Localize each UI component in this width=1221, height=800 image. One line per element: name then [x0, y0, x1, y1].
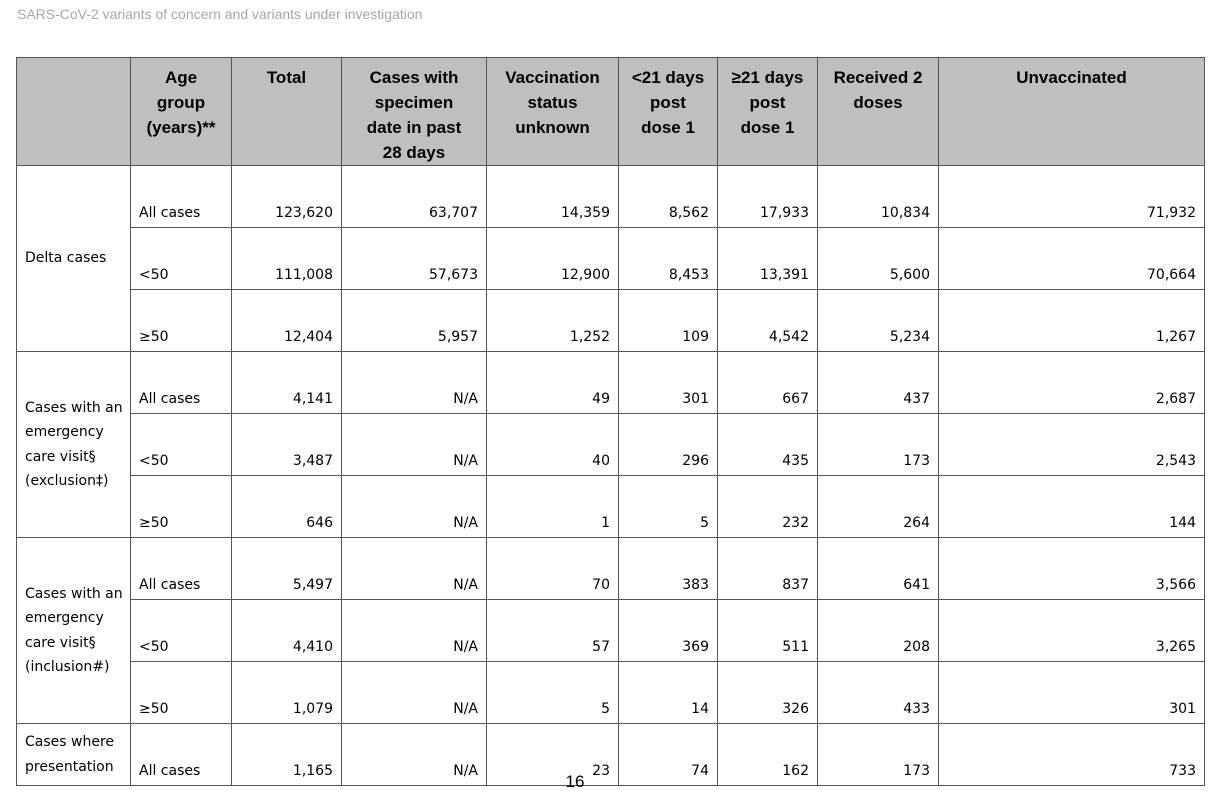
unvaccinated-cell: 2,687 — [939, 352, 1205, 414]
21-days-plus-cell: 17,933 — [718, 166, 818, 228]
vaccination-unknown-cell: 57 — [487, 600, 619, 662]
under-21-days-cell: 369 — [619, 600, 718, 662]
vaccination-unknown-cell: 23 — [487, 724, 619, 786]
total-cell: 3,487 — [232, 414, 342, 476]
21-days-plus-cell: 435 — [718, 414, 818, 476]
vaccination-unknown-cell: 5 — [487, 662, 619, 724]
recent-cases-cell: 57,673 — [342, 228, 487, 290]
vaccination-unknown-cell: 70 — [487, 538, 619, 600]
page-number: 16 — [565, 772, 585, 791]
unvaccinated-cell: 1,267 — [939, 290, 1205, 352]
table-header-row — [17, 58, 1205, 166]
21-days-plus-cell: 162 — [718, 724, 818, 786]
column-header-total: Total — [232, 58, 342, 166]
table-row — [17, 600, 1205, 662]
table-body — [17, 166, 1205, 786]
21-days-plus-cell: 667 — [718, 352, 818, 414]
age-group-cell: <50 — [131, 600, 232, 662]
recent-cases-cell: N/A — [342, 476, 487, 538]
under-21-days-cell: 383 — [619, 538, 718, 600]
unvaccinated-cell: 3,566 — [939, 538, 1205, 600]
two-doses-cell: 173 — [818, 724, 939, 786]
age-group-cell: <50 — [131, 228, 232, 290]
recent-cases-cell: N/A — [342, 600, 487, 662]
under-21-days-cell: 8,453 — [619, 228, 718, 290]
group-label: Delta cases — [17, 166, 131, 352]
vaccination-unknown-cell: 1 — [487, 476, 619, 538]
unvaccinated-cell: 70,664 — [939, 228, 1205, 290]
two-doses-cell: 208 — [818, 600, 939, 662]
total-cell: 646 — [232, 476, 342, 538]
vaccination-unknown-cell: 1,252 — [487, 290, 619, 352]
under-21-days-cell: 14 — [619, 662, 718, 724]
under-21-days-cell: 109 — [619, 290, 718, 352]
age-group-cell: ≥50 — [131, 476, 232, 538]
21-days-plus-cell: 511 — [718, 600, 818, 662]
recent-cases-cell: N/A — [342, 662, 487, 724]
two-doses-cell: 173 — [818, 414, 939, 476]
under-21-days-cell: 8,562 — [619, 166, 718, 228]
under-21-days-cell: 74 — [619, 724, 718, 786]
column-header-vaccination-unknown: Vaccination status unknown — [487, 58, 619, 166]
total-cell: 4,141 — [232, 352, 342, 414]
unvaccinated-cell: 733 — [939, 724, 1205, 786]
under-21-days-cell: 5 — [619, 476, 718, 538]
age-group-cell: All cases — [131, 352, 232, 414]
recent-cases-cell: 5,957 — [342, 290, 487, 352]
table-row — [17, 228, 1205, 290]
table-row — [17, 662, 1205, 724]
21-days-plus-cell: 13,391 — [718, 228, 818, 290]
age-group-cell: <50 — [131, 414, 232, 476]
recent-cases-cell: N/A — [342, 724, 487, 786]
running-header: SARS-CoV-2 variants of concern and variants under investigation — [17, 6, 423, 22]
group-label: Cases with an emergency care visit§ (exclusion‡) — [17, 352, 131, 538]
recent-cases-cell: N/A — [342, 352, 487, 414]
table-row — [17, 538, 1205, 600]
two-doses-cell: 433 — [818, 662, 939, 724]
table-row — [17, 166, 1205, 228]
recent-cases-cell: N/A — [342, 538, 487, 600]
two-doses-cell: 5,234 — [818, 290, 939, 352]
two-doses-cell: 641 — [818, 538, 939, 600]
vaccination-unknown-cell: 12,900 — [487, 228, 619, 290]
group-label: Cases where presentation — [17, 724, 131, 786]
vaccination-unknown-cell: 14,359 — [487, 166, 619, 228]
column-header-unvaccinated: Unvaccinated — [939, 58, 1205, 166]
total-cell: 123,620 — [232, 166, 342, 228]
total-cell: 111,008 — [232, 228, 342, 290]
two-doses-cell: 264 — [818, 476, 939, 538]
vaccination-unknown-cell: 40 — [487, 414, 619, 476]
recent-cases-cell: N/A — [342, 414, 487, 476]
table-row — [17, 290, 1205, 352]
age-group-cell: ≥50 — [131, 290, 232, 352]
unvaccinated-cell: 3,265 — [939, 600, 1205, 662]
under-21-days-cell: 296 — [619, 414, 718, 476]
age-group-cell: All cases — [131, 166, 232, 228]
column-header-two-doses: Received 2 doses — [818, 58, 939, 166]
vaccination-unknown-cell: 49 — [487, 352, 619, 414]
total-cell: 5,497 — [232, 538, 342, 600]
age-group-cell: All cases — [131, 724, 232, 786]
column-header-recent-cases: Cases with specimen date in past 28 days — [342, 58, 487, 166]
column-header-21-days-plus: ≥21 days post dose 1 — [718, 58, 818, 166]
two-doses-cell: 5,600 — [818, 228, 939, 290]
recent-cases-cell: 63,707 — [342, 166, 487, 228]
table-row — [17, 476, 1205, 538]
total-cell: 1,079 — [232, 662, 342, 724]
total-cell: 4,410 — [232, 600, 342, 662]
age-group-cell: ≥50 — [131, 662, 232, 724]
variants-table — [16, 57, 1205, 786]
two-doses-cell: 10,834 — [818, 166, 939, 228]
column-header-group — [17, 58, 131, 166]
unvaccinated-cell: 144 — [939, 476, 1205, 538]
two-doses-cell: 437 — [818, 352, 939, 414]
under-21-days-cell: 301 — [619, 352, 718, 414]
21-days-plus-cell: 232 — [718, 476, 818, 538]
table-row — [17, 414, 1205, 476]
age-group-cell: All cases — [131, 538, 232, 600]
unvaccinated-cell: 301 — [939, 662, 1205, 724]
unvaccinated-cell: 2,543 — [939, 414, 1205, 476]
column-header-under-21-days: <21 days post dose 1 — [619, 58, 718, 166]
21-days-plus-cell: 837 — [718, 538, 818, 600]
total-cell: 12,404 — [232, 290, 342, 352]
21-days-plus-cell: 326 — [718, 662, 818, 724]
group-label: Cases with an emergency care visit§ (inclusion#) — [17, 538, 131, 724]
21-days-plus-cell: 4,542 — [718, 290, 818, 352]
unvaccinated-cell: 71,932 — [939, 166, 1205, 228]
column-header-age-group: Age group (years)** — [131, 58, 232, 166]
table-row — [17, 352, 1205, 414]
total-cell: 1,165 — [232, 724, 342, 786]
